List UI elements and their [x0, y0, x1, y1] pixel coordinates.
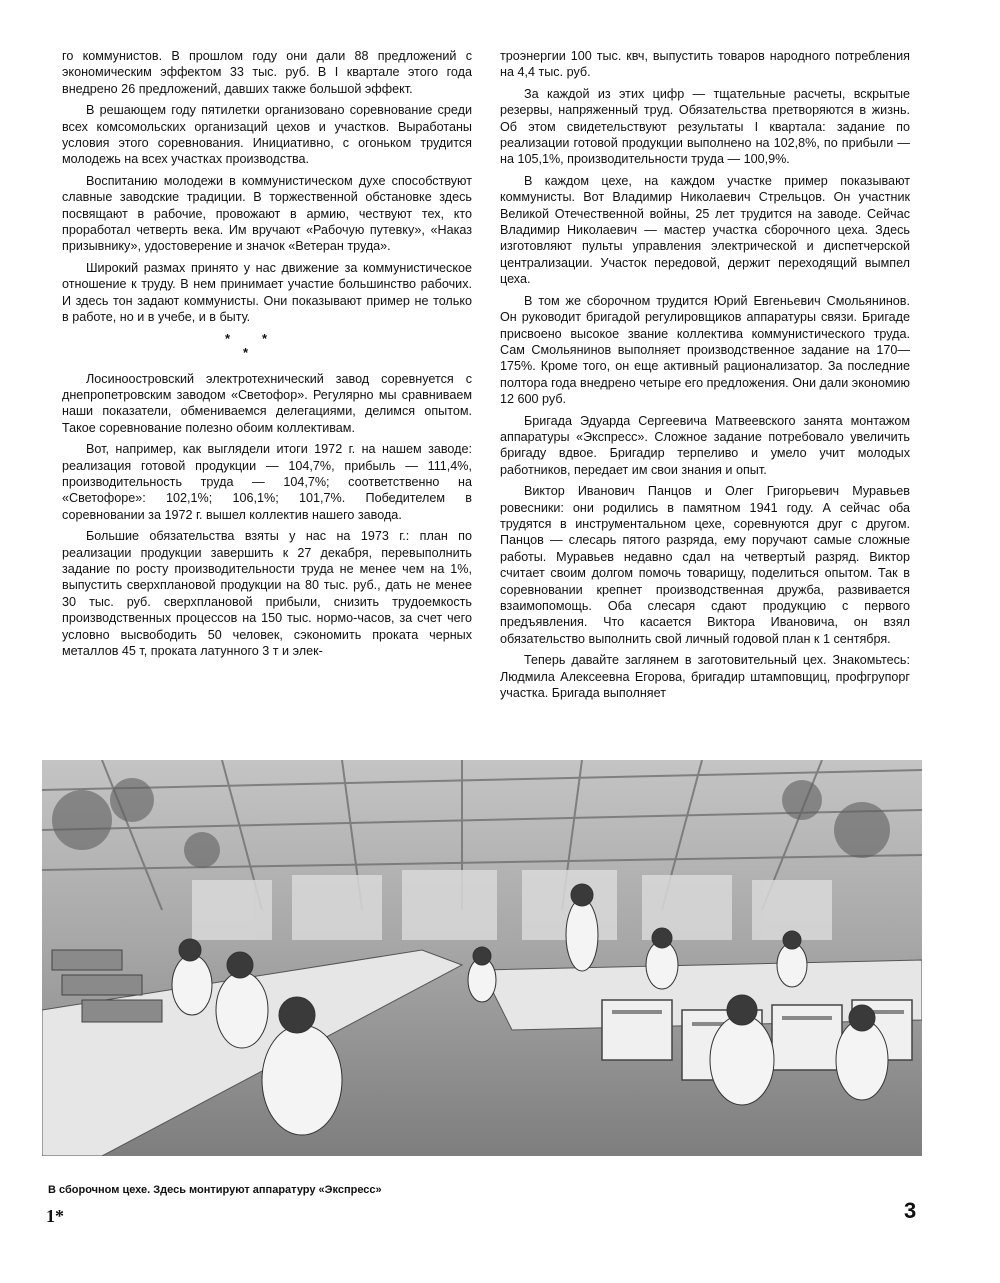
separator-star: * [225, 330, 231, 346]
left-column-bottom-section [62, 371, 472, 660]
paragraph: В каждом цехе, на каждом участке пример показывают коммунисты. Вот Владимир Николаевич Стрельцов. Он участник Великой Отечественной войны, 25 лет трудится на заводе. Сейчас Владимир Николаевич — мастер участка сборочного цеха. Здесь изготовляют пульты управления электрической и диспетчерской централизации. Участок передовой, держит переходящий вымпел цеха. [500, 173, 910, 287]
photo-caption: В сборочном цехе. Здесь монтируют аппаратуру «Экспресс» [48, 1184, 382, 1196]
paragraph: За каждой из этих цифр — тщательные расчеты, вскрытые резервы, напряженный труд. Обязательства претворяются в жизнь. Об этом свидетельствуют результаты I квартала: задание по реализации готовой продукции выполнено на 102,8%, по прибыли — на 105,1%, производительности труда — 100,9%. [500, 86, 910, 167]
section-separator [62, 331, 472, 361]
separator-star: * [243, 344, 249, 360]
separator-star: * [262, 330, 268, 346]
page-number: 3 [904, 1198, 917, 1223]
paragraph: Большие обязательства взяты у нас на 1973 г.: план по реализации продукции завершить к 27 декабря, перевыполнить задание по росту производительности труда не менее чем на 1%, выпустить сверхплановой продукции на 80 тыс. руб., дать не менее 30 тыс. руб. сверхплановой прибыли, снизить трудоемкость производственных процессов на 150 тыс. нормо-часов, за счет чего условно высвободить 50 человек, сэкономить проката черных металлов 45 т, проката латунного 3 т и элек- [62, 529, 472, 658]
paragraph: Вот, например, как выглядели итоги 1972 г. на нашем заводе: реализация готовой продукции — 104,7%, прибыль — 111,4%, производительность труда — 104,7%; соответственно на «Светофоре»: 102,1%; 106,1%; 101,7%. Победителем в соревновании за 1972 г. вышел коллектив нашего завода. [62, 442, 472, 522]
paragraph: В том же сборочном трудится Юрий Евгеньевич Смольянинов. Он руководит бригадой регулировщиков аппаратуры связи. Бригаде присвоено высокое звание коллектива коммунистического труда. Сам Смольянинов выполняет производственное задание на 170—175%. Кроме того, он еще активный рационализатор. За последние полтора года внедрено четыре его предложения. Они дали экономию 12 600 руб. [500, 293, 910, 407]
paragraph: Воспитанию молодежи в коммунистическом духе способствуют славные заводские традиции. В торжественной обстановке здесь посвящают в рабочие, провожают в армию, чествуют тех, кто проработал четверть века. Им вручают «Рабочую путевку», «Наказ призывнику», удостоверение и значок «Ветеран труда». [62, 173, 472, 254]
paragraph: Лосиноостровский электротехнический завод соревнуется с днепропетровским заводом «Светофор». Регулярно мы сравниваем наши показатели, обмениваемся делегациями, делимся опытом. Такое соревнование полезно обоим коллективам. [62, 371, 472, 435]
assembly-shop-photo [42, 760, 922, 1156]
paragraph: Виктор Иванович Панцов и Олег Григорьевич Муравьев ровесники: они родились в памятном 1941 году. А сейчас оба трудятся в инструментальном цехе, соревнуются друг с другом. Панцов — слесарь пятого разряда, ему поручают самые сложные работы. Муравьев недавно сдал на четвертый разряд. Виктор считает своим долгом помочь товарищу, поделиться опытом. Так в соревновании крепнет производственная дружба, развивается взаимопомощь. Оба слесаря сдают продукцию с первого предъявления. Что касается Виктора Ивановича, он взял обязательство выполнить свой личный годовой план к 1 сентября. [500, 484, 910, 646]
photo-illustration [42, 760, 922, 1156]
left-text-column [62, 48, 472, 664]
paragraph: троэнергии 100 тыс. квч, выпустить товаров народного потребления на 4,4 тыс. руб. [500, 49, 910, 80]
paragraph: Теперь давайте заглянем в заготовительный цех. Знакомьтесь: Людмила Алексеевна Егорова, бригадир штамповщиц, профгрупорг участка. Бригада выполняет [500, 653, 910, 701]
signature-mark: 1* [46, 1206, 64, 1226]
paragraph: Широкий размах принято у нас движение за коммунистическое отношение к труду. В нем принимает участие большинство рабочих. И здесь тон задают коммунисты. Они показывают пример не только в работе, но и в учебе, и в быту. [62, 260, 472, 325]
right-text-column [500, 48, 910, 706]
left-column-top-section [62, 48, 472, 326]
paragraph: В решающем году пятилетки организовано соревнование среди всех комсомольских организаций цехов и участков. Выработаны условия этого соревнования. Инициативно, с огоньком трудится молодежь на всех участках производства. [62, 103, 472, 167]
paragraph: го коммунистов. В прошлом году они дали 88 предложений с экономическим эффектом 33 тыс. руб. В I квартале этого года внедрено 26 предложений, давших также большой эффект. [62, 49, 472, 96]
paragraph: Бригада Эдуарда Сергеевича Матвеевского занята монтажом аппаратуры «Экспресс». Сложное задание потребовало увеличить бригаду вдвое. Бригадир терпеливо и умело учит молодых работников, передает им свои знания и опыт. [500, 413, 910, 477]
